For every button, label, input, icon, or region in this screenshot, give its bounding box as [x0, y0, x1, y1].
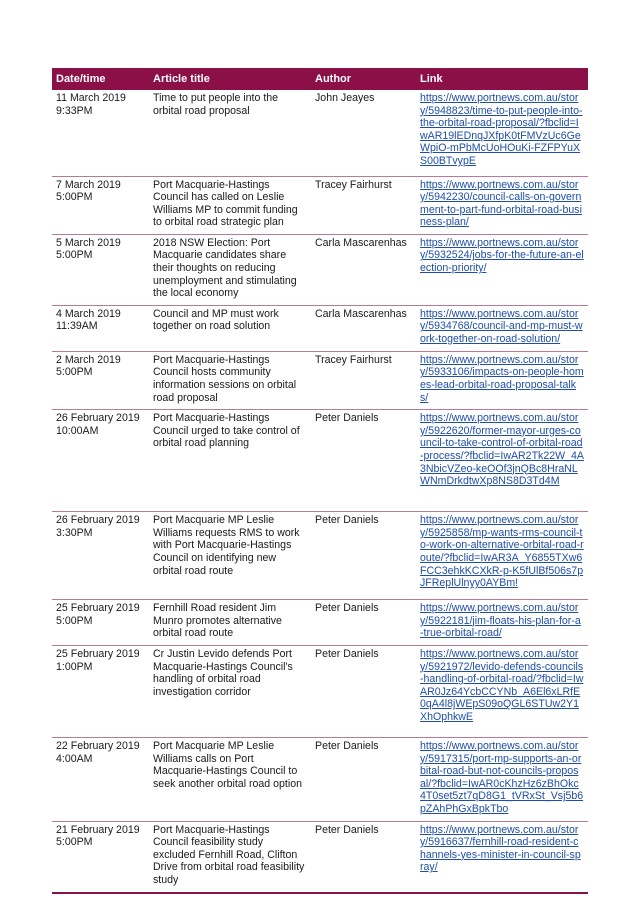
article-link[interactable]: https://www.portnews.com.au/story/5933106/impacts-on-people-homes-lead-orbital-road-proposal-talks/: [420, 353, 584, 404]
table-row: [52, 90, 588, 176]
header-link: Link: [416, 68, 588, 90]
title-cell: Port Macquarie MP Leslie Williams calls on Port Macquarie-Hastings Council to seek another orbital road option: [149, 738, 311, 822]
table-header-row: [52, 68, 588, 90]
article-link[interactable]: https://www.portnews.com.au/story/5942230/council-calls-on-government-to-part-fund-orbital-road-business-plan/: [420, 178, 582, 229]
author-cell: Tracey Fairhurst: [311, 351, 416, 409]
date-cell: [52, 646, 149, 738]
date-cell: [52, 738, 149, 822]
title-cell: Port Macquarie MP Leslie Williams requests RMS to work with Port Macquarie-Hastings Council on identifying new orbital road route: [149, 512, 311, 600]
title-cell: 2018 NSW Election: Port Macquarie candidates share their thoughts on reducing unemployment and stimulating the local economy: [149, 234, 311, 305]
time-text: 3:30PM: [56, 526, 93, 539]
date-text: 7 March 2019: [56, 178, 121, 191]
time-text: 5:00PM: [56, 191, 93, 204]
date-cell: [52, 512, 149, 600]
title-cell: Cr Justin Levido defends Port Macquarie-Hastings Council's handling of orbital road investigation corridor: [149, 646, 311, 738]
header-article-title: Article title: [149, 68, 311, 90]
author-cell: John Jeayes: [311, 90, 416, 176]
time-text: 5:00PM: [56, 249, 93, 262]
date-text: 11 March 2019: [56, 92, 126, 104]
article-link[interactable]: https://www.portnews.com.au/story/5917315/port-mp-supports-an-orbital-road-but-not-councils-proposal/?fbclid=IwAR0cKhzHz6zBhOkc4T0set5zt7qD8G1_tVRxSt_Vsj5b6pZAhPhGxBpkTbo: [420, 740, 584, 815]
table-row: [52, 646, 588, 738]
time-text: 1:00PM: [56, 660, 93, 673]
time-text: 5:00PM: [56, 836, 93, 849]
link-cell: [416, 738, 588, 822]
link-cell: [416, 351, 588, 409]
time-text: 5:00PM: [56, 366, 93, 379]
table-row: [52, 512, 588, 600]
article-link[interactable]: https://www.portnews.com.au/story/5925858/mp-wants-rms-council-to-work-on-alternative-orbital-road-route/?fbclid=IwAR3A_Y6855TXw6FCC3ehkKCXkR-p-K5fUlBf506s7pJFReplUlnyy0AYBm!: [420, 514, 584, 590]
time-text: 5:00PM: [56, 614, 93, 627]
date-cell: [52, 600, 149, 646]
date-text: 4 March 2019: [56, 307, 121, 320]
time-text: 4:00AM: [56, 752, 93, 765]
table-row: [52, 821, 588, 892]
date-text: 26 February 2019: [56, 412, 140, 425]
article-link[interactable]: https://www.portnews.com.au/story/5922620/former-mayor-urges-council-to-take-control-of-orbital-road-process/?fbclid=IwAR2Tk22W_4A3NbicVZeo-keOOf3jnQBc8HraNLWNmDrkdtwXp8NS8D3Td4M: [420, 412, 584, 488]
date-cell: [52, 90, 149, 176]
author-cell: Peter Daniels: [311, 821, 416, 892]
date-text: 25 February 2019: [56, 602, 140, 615]
link-cell: [416, 512, 588, 600]
header-author: Author: [311, 68, 416, 90]
date-text: 25 February 2019: [56, 648, 140, 660]
link-cell: [416, 410, 588, 512]
author-cell: Tracey Fairhurst: [311, 176, 416, 234]
table-row: [52, 234, 588, 305]
link-cell: [416, 176, 588, 234]
table-row: [52, 176, 588, 234]
time-text: 10:00AM: [56, 424, 99, 437]
article-link[interactable]: https://www.portnews.com.au/story/5921972/levido-defends-councils-handling-of-orbital-road/?fbclid=IwAR0Jz64YcbCCYNb_A6El6xLRfE0qA4l8jWEpS09oQGL6STUw2Y1XhOphkwE: [420, 648, 584, 723]
article-link[interactable]: https://www.portnews.com.au/story/5932524/jobs-for-the-future-an-election-priority/: [420, 236, 584, 275]
article-link[interactable]: https://www.portnews.com.au/story/5922181/jim-floats-his-plan-for-a-true-orbital-road/: [420, 602, 581, 640]
title-cell: Port Macquarie-Hastings Council has called on Leslie Williams MP to commit funding to orbital road strategic plan: [149, 176, 311, 234]
date-cell: [52, 351, 149, 409]
table-row: [52, 351, 588, 409]
link-cell: [416, 305, 588, 351]
author-cell: Carla Mascarenhas: [311, 305, 416, 351]
table-row: [52, 305, 588, 351]
time-text: 11:39AM: [56, 320, 98, 333]
article-link[interactable]: https://www.portnews.com.au/story/5948823/time-to-put-people-into-the-orbital-road-proposal/?fbclid=IwAR19lEDnqJXfpK0tFMVzUc6GeWpiO-mPbMcUoHOuKi-FZFPYuXS00BTvypE: [420, 92, 583, 167]
link-cell: [416, 234, 588, 305]
title-cell: Time to put people into the orbital road proposal: [149, 90, 311, 176]
title-cell: Port Macquarie-Hastings Council hosts community information sessions on orbital road proposal: [149, 351, 311, 409]
author-cell: Peter Daniels: [311, 410, 416, 512]
date-cell: [52, 305, 149, 351]
date-cell: [52, 234, 149, 305]
date-text: 22 February 2019: [56, 740, 140, 752]
table-row: [52, 410, 588, 512]
time-text: 9:33PM: [56, 104, 93, 117]
date-cell: [52, 410, 149, 512]
date-text: 21 February 2019: [56, 823, 140, 836]
date-text: 2 March 2019: [56, 353, 121, 366]
article-link[interactable]: https://www.portnews.com.au/story/5916637/fernhill-road-resident-channels-yes-minister-in-council-spray/: [420, 823, 581, 874]
link-cell: [416, 646, 588, 738]
date-text: 26 February 2019: [56, 514, 140, 527]
link-cell: [416, 90, 588, 176]
date-text: 5 March 2019: [56, 236, 121, 249]
link-cell: [416, 821, 588, 892]
author-cell: Carla Mascarenhas: [311, 234, 416, 305]
author-cell: Peter Daniels: [311, 600, 416, 646]
title-cell: Port Macquarie-Hastings Council urged to take control of orbital road planning: [149, 410, 311, 512]
title-cell: Fernhill Road resident Jim Munro promotes alternative orbital road route: [149, 600, 311, 646]
link-cell: [416, 600, 588, 646]
title-cell: Port Macquarie-Hastings Council feasibility study excluded Fernhill Road, Clifton Drive from orbital road feasibility study: [149, 821, 311, 892]
author-cell: Peter Daniels: [311, 512, 416, 600]
author-cell: Peter Daniels: [311, 646, 416, 738]
table-row: [52, 738, 588, 822]
header-date-time: Date/time: [52, 68, 149, 90]
date-cell: [52, 176, 149, 234]
date-cell: [52, 821, 149, 892]
articles-table: [52, 68, 588, 894]
table-row: [52, 600, 588, 646]
author-cell: Peter Daniels: [311, 738, 416, 822]
title-cell: Council and MP must work together on road solution: [149, 305, 311, 351]
article-link[interactable]: https://www.portnews.com.au/story/5934768/council-and-mp-must-work-together-on-road-solution/: [420, 307, 583, 346]
